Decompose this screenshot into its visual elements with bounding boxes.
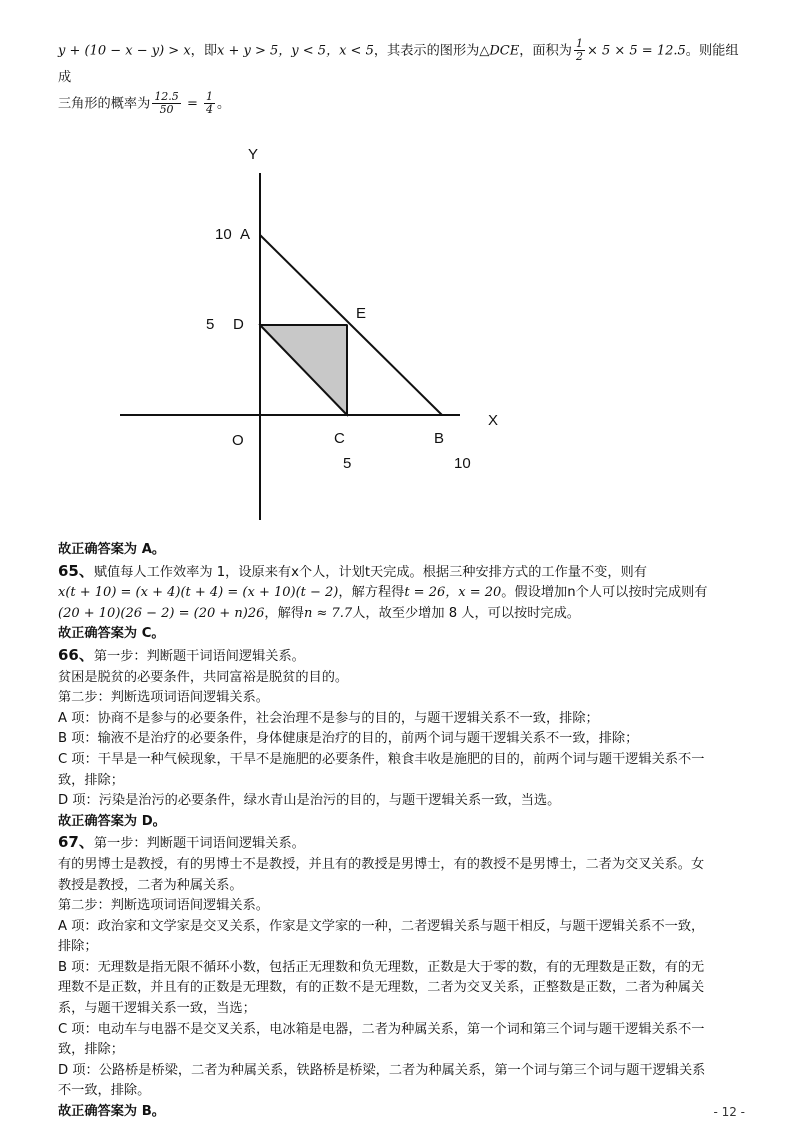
point-c-label: C — [334, 430, 345, 447]
option-67-d: D 项：公路桥是桥梁，二者为种属关系，铁路桥是桥梁，二者为种属关系，第一个词与第三个词与题干逻辑关系 — [58, 1062, 706, 1078]
option-67-d-cont: 不一致，排除。 — [58, 1083, 151, 1099]
area-expression: × 5 × 5 = 12.5 — [586, 43, 686, 59]
intro-text: 。则能组成 — [58, 43, 739, 85]
question-number: 67、 — [58, 833, 94, 852]
increase-equation: (20 + 10)(26 − 2) = (20 + n)26 — [58, 605, 265, 621]
x-tick-10: 10 — [454, 455, 471, 472]
intro-line-2 — [58, 91, 748, 118]
intro-text: 。 — [216, 96, 231, 111]
y-tick-5: 5 — [206, 316, 215, 333]
x-tick-5: 5 — [343, 455, 352, 472]
inequality-expression: y + (10 − x − y) > x — [58, 43, 191, 59]
question-67-line: 有的男博士是教授，有的男博士不是教授，并且有的教授是男博士，有的教授不是男博士，二者为交叉关系。女 — [58, 856, 705, 872]
point-e-label: E — [356, 305, 367, 322]
y-axis-label: Y — [248, 146, 259, 163]
option-66-b: B 项：输液不是治疗的必要条件，身体健康是治疗的目的，前两个词与题干逻辑关系不一致，排除； — [58, 731, 639, 747]
option-67-c-cont: 致，排除； — [58, 1042, 124, 1058]
intro-text: ，面积为 — [519, 43, 572, 59]
option-67-b-cont: 理数不是正数，并且有的正数是无理数，有的正数不是无理数，二者为交叉关系，正整数是正数，二者为种属关 — [58, 980, 705, 996]
solution-content — [58, 540, 748, 1123]
option-67-a: A 项：政治家和文学家是交叉关系，作家是文学家的一种，二者逻辑关系与题干相反，与题干逻辑关系不一致， — [58, 918, 705, 934]
option-66-c: C 项：干旱是一种气候现象，干旱不是施肥的必要条件，粮食丰收是施肥的目的，前两个词与题干逻辑关系不一 — [58, 751, 705, 767]
answer-65: 故正确答案为 C。 — [58, 626, 165, 642]
solution-values: t = 26，x = 20 — [404, 585, 502, 601]
coordinate-figure — [100, 135, 520, 530]
question-66-line: 第二步：判断选项词语间逻辑关系。 — [58, 690, 269, 706]
intro-text: ，其表示的图形为 — [373, 43, 480, 59]
area-fraction: $\frac{1}{2}$ — [575, 37, 583, 63]
question-65-line-2: x(t + 10) = (x + 4)(t + 4) = (x + 10)(t − 2)，解方程得t = 26，x = 20。假设增加n个人可以按时完成则有 — [58, 585, 708, 601]
work-equation: x(t + 10) = (x + 4)(t + 4) = (x + 10)(t − 2) — [58, 585, 339, 601]
point-a-label: A — [240, 226, 251, 243]
triangle-name: △DCE — [479, 43, 520, 59]
question-67-title: 67、第一步：判断题干词语间逻辑关系。 — [58, 833, 305, 852]
question-66-line: 贫困是脱贫的必要条件，共同富裕是脱贫的目的。 — [58, 669, 349, 685]
option-66-d: D 项：污染是治污的必要条件，绿水青山是治污的目的，与题干逻辑关系一致，当选。 — [58, 793, 561, 809]
intro-paragraph — [58, 38, 748, 117]
intro-text: 三角形的概率为 — [58, 96, 151, 111]
intro-line-1 — [58, 38, 748, 91]
question-65-line-3: (20 + 10)(26 − 2) = (20 + n)26，解得n ≈ 7.7人，故至少增加 8 人，可以按时完成。 — [58, 605, 580, 621]
option-67-c: C 项：电动车与电器不是交叉关系，电冰箱是电器，二者为种属关系，第一个词和第三个词与题干逻辑关系不一 — [58, 1021, 705, 1037]
x-axis-label: X — [488, 412, 499, 429]
question-number: 65、 — [58, 561, 94, 580]
answer-64: 故正确答案为 A。 — [58, 542, 166, 557]
page-number: - 12 - — [713, 1105, 745, 1119]
y-tick-10: 10 — [215, 226, 232, 243]
option-67-b: B 项：无理数是指无限不循环小数，包括正无理数和负无理数，正数是大于零的数，有的无理数是正数，有的无 — [58, 959, 705, 975]
option-67-b-cont: 系，与题干逻辑关系一致，当选； — [58, 1001, 256, 1017]
equals-sign: = — [182, 96, 202, 111]
question-66-title: 66、第一步：判断题干词语间逻辑关系。 — [58, 645, 305, 664]
option-67-a-cont: 排除； — [58, 939, 98, 955]
question-67-line: 第二步：判断选项词语间逻辑关系。 — [58, 898, 269, 914]
point-d-label: D — [233, 316, 244, 333]
question-67-line: 教授是教授，二者为种属关系。 — [58, 877, 243, 893]
probability-fraction: $\frac{12.5}{50}$ — [154, 89, 179, 116]
option-66-a: A 项：协商不是参与的必要条件，社会治理不是参与的目的，与题干逻辑关系不一致，排除； — [58, 710, 599, 726]
question-number: 66、 — [58, 645, 94, 664]
option-66-c-cont: 致，排除； — [58, 772, 124, 788]
n-value: n ≈ 7.7 — [303, 605, 353, 621]
intro-text: ，即 — [190, 43, 218, 59]
answer-66: 故正确答案为 D。 — [58, 813, 166, 829]
answer-67: 故正确答案为 B。 — [58, 1104, 165, 1120]
question-65-line-1: 65、赋值每人工作效率为 1，设原来有x个人，计划t天完成。根据三种安排方式的工作量不变，则有 — [58, 561, 647, 580]
probability-result-fraction: $\frac{1}{4}$ — [205, 89, 213, 116]
origin-label: O — [232, 432, 244, 449]
point-b-label: B — [434, 430, 445, 447]
inequality-system: x + y > 5，y < 5，x < 5 — [217, 43, 374, 59]
